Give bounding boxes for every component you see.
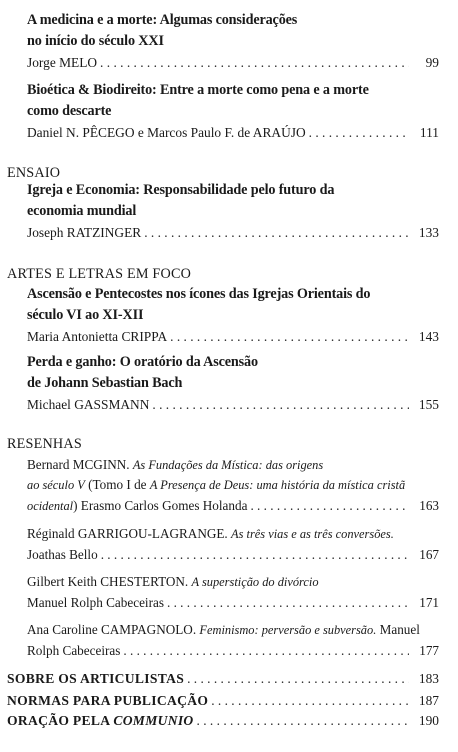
back-matter-label-text: ORAÇÃO PELA bbox=[7, 713, 114, 728]
entry-title-line: A medicina e a morte: Algumas considerações bbox=[27, 12, 298, 28]
review-reviewer: Joathas Bello bbox=[27, 547, 98, 562]
entry-page-number: 171 bbox=[419, 595, 439, 610]
entry-title-line: economia mundial bbox=[27, 203, 137, 219]
review-line bbox=[27, 572, 439, 592]
entry-page-number: 99 bbox=[425, 55, 439, 70]
entry-title-line: Igreja e Economia: Responsabilidade pelo futuro da bbox=[27, 182, 335, 198]
entry-author: Daniel N. PÊCEGO e Marcos Paulo F. de ARAÚJO bbox=[27, 125, 306, 140]
entry-page-number: 143 bbox=[418, 329, 439, 344]
review-series-title: ocidental bbox=[27, 499, 74, 513]
entry-author-line bbox=[27, 326, 439, 347]
review-reviewer-name: ) Erasmo Carlos Gomes Holanda bbox=[73, 498, 248, 513]
entry-title-line: Perda e ganho: O oratório da Ascensão bbox=[27, 354, 258, 370]
entry-title bbox=[27, 284, 439, 326]
review-reviewer-line bbox=[27, 495, 439, 517]
back-matter-label bbox=[7, 710, 194, 731]
entry-author: Maria Antonietta CRIPPA bbox=[27, 329, 168, 344]
back-matter-entry bbox=[7, 710, 439, 731]
entry-author: Jorge MELO bbox=[27, 55, 98, 70]
review-reviewer-line bbox=[27, 592, 439, 613]
dot-leader bbox=[211, 690, 409, 711]
entry-author-line bbox=[27, 222, 439, 243]
review-entry bbox=[27, 620, 439, 661]
dot-leader bbox=[144, 222, 409, 243]
review-reviewer bbox=[27, 495, 247, 517]
review-book-title: Feminismo: perversão e subversão. bbox=[199, 623, 377, 637]
entry-author-line bbox=[27, 394, 439, 415]
entry-title-line: como descarte bbox=[27, 103, 112, 119]
entry-title-line: de Johann Sebastian Bach bbox=[27, 375, 183, 391]
review-reviewer-first-name: Manuel bbox=[379, 622, 420, 637]
entry-page-number: 177 bbox=[419, 643, 439, 658]
dot-leader bbox=[167, 592, 409, 613]
back-matter-label-italic: COMMUNIO bbox=[113, 713, 194, 728]
dot-leader bbox=[309, 122, 409, 143]
review-author: Ana Caroline CAMPAGNOLO. bbox=[27, 622, 197, 637]
back-matter-label: NORMAS PARA PUBLICAÇÃO bbox=[7, 693, 209, 708]
entry-page-number: 183 bbox=[418, 671, 439, 686]
review-entry bbox=[27, 455, 439, 517]
back-matter-line bbox=[7, 668, 439, 689]
review-reviewer: Manuel Rolph Cabeceiras bbox=[27, 595, 164, 610]
back-matter-label: SOBRE OS ARTICULISTAS bbox=[7, 671, 185, 686]
review-series-title: A Presença de Deus: uma história da mística cristã bbox=[149, 478, 406, 492]
review-entry bbox=[27, 572, 439, 613]
dot-leader bbox=[152, 394, 409, 415]
review-author: Bernard MCGINN. bbox=[27, 457, 130, 472]
review-author: Gilbert Keith CHESTERTON. bbox=[27, 574, 189, 589]
back-matter-entry bbox=[7, 690, 439, 711]
review-reviewer: Rolph Cabeceiras bbox=[27, 643, 121, 658]
entry-author-line bbox=[27, 52, 439, 73]
toc-entry bbox=[27, 10, 439, 73]
entry-page-number: 155 bbox=[418, 397, 439, 412]
review-entry bbox=[27, 524, 439, 565]
review-line bbox=[27, 524, 439, 544]
review-book-title: A superstição do divórcio bbox=[191, 575, 319, 589]
review-reviewer-line bbox=[27, 544, 439, 565]
dot-leader bbox=[250, 495, 409, 516]
review-book-title: As Fundações da Mística: das origens bbox=[132, 458, 324, 472]
entry-page-number: 163 bbox=[419, 498, 439, 513]
entry-title bbox=[27, 80, 439, 122]
entry-page-number: 133 bbox=[418, 225, 439, 240]
section-heading-resenhas: RESENHAS bbox=[7, 436, 82, 452]
dot-leader bbox=[187, 668, 409, 689]
entry-page-number: 111 bbox=[419, 125, 439, 140]
entry-title-line: século VI ao XI-XII bbox=[27, 307, 144, 323]
section-heading-ensaio: ENSAIO bbox=[7, 165, 61, 181]
back-matter-entry bbox=[7, 668, 439, 689]
entry-title bbox=[27, 352, 439, 394]
entry-page-number: 187 bbox=[418, 693, 439, 708]
review-author: Réginald GARRIGOU-LAGRANGE. bbox=[27, 526, 228, 541]
review-line bbox=[27, 455, 439, 475]
review-line bbox=[27, 620, 439, 640]
toc-entry bbox=[27, 80, 439, 143]
entry-author: Michael GASSMANN bbox=[27, 397, 150, 412]
review-line bbox=[27, 475, 439, 495]
dot-leader bbox=[170, 326, 409, 347]
dot-leader bbox=[101, 544, 409, 565]
entry-title bbox=[27, 180, 439, 222]
entry-title-line: no início do século XXI bbox=[27, 33, 164, 49]
dot-leader bbox=[123, 640, 409, 661]
review-note: (Tomo I de bbox=[84, 477, 150, 492]
back-matter-line bbox=[7, 710, 439, 731]
section-heading-artes: ARTES E LETRAS EM FOCO bbox=[7, 266, 192, 282]
toc-entry bbox=[27, 180, 439, 243]
review-book-title: As três vias e as três conversões. bbox=[231, 527, 394, 541]
entry-title-line: Ascensão e Pentecostes nos ícones das Igrejas Orientais do bbox=[27, 286, 371, 302]
dot-leader bbox=[100, 52, 409, 73]
review-reviewer-line bbox=[27, 640, 439, 661]
toc-entry bbox=[27, 352, 439, 415]
entry-author-line bbox=[27, 122, 439, 143]
entry-page-number: 167 bbox=[419, 547, 439, 562]
entry-title bbox=[27, 10, 439, 52]
entry-title-line: Bioética & Biodireito: Entre a morte como pena e a morte bbox=[27, 82, 369, 98]
review-book-title: ao século V bbox=[27, 478, 85, 492]
toc-entry bbox=[27, 284, 439, 347]
entry-author: Joseph RATZINGER bbox=[27, 225, 142, 240]
back-matter-line bbox=[7, 690, 439, 711]
entry-page-number: 190 bbox=[418, 713, 439, 728]
dot-leader bbox=[197, 710, 409, 731]
